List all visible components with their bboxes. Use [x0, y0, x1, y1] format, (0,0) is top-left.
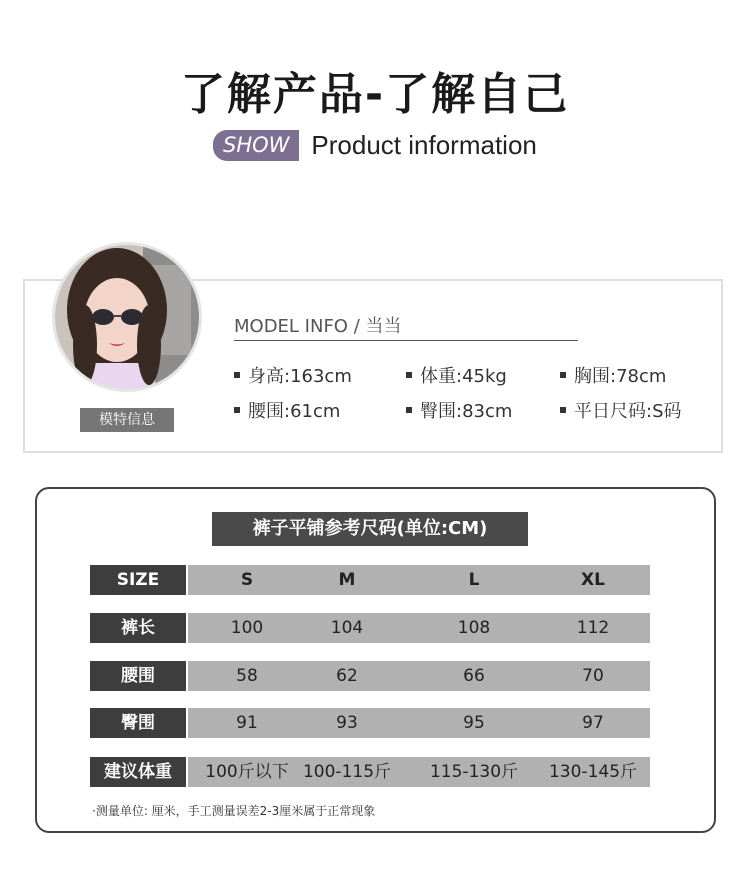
- header-label: SIZE: [90, 565, 186, 595]
- table-cell: 100: [230, 618, 264, 638]
- show-badge: SHOW: [213, 130, 299, 161]
- model-avatar: [52, 242, 202, 392]
- table-cell: 70: [582, 666, 604, 686]
- table-cell: 91: [236, 713, 258, 733]
- table-row: [90, 708, 650, 738]
- model-stat-height: 身高:163cm: [234, 362, 352, 388]
- header-size-xl: XL: [581, 570, 605, 590]
- table-cell: 100-115斤: [302, 762, 392, 782]
- model-stat-hip: 臀围:83cm: [406, 397, 512, 423]
- subtitle: Product information: [311, 130, 537, 160]
- table-cell: 112: [576, 618, 610, 638]
- model-stat-waist: 腰围:61cm: [234, 397, 340, 423]
- table-cell: 115-130斤: [429, 762, 519, 782]
- bullet-icon: [406, 372, 412, 378]
- header-size-s: S: [240, 570, 254, 590]
- bullet-icon: [560, 372, 566, 378]
- table-cell: 104: [330, 618, 364, 638]
- table-cell: 130-145斤: [548, 762, 638, 782]
- row-label: 建议体重: [90, 757, 186, 787]
- bullet-icon: [234, 372, 240, 378]
- page-title: 了解产品-了解自己: [180, 69, 570, 120]
- header-size-l: L: [468, 570, 480, 590]
- model-stat-usual-size: 平日尺码:S码: [560, 397, 682, 423]
- table-row: [90, 661, 650, 691]
- bullet-icon: [560, 407, 566, 413]
- model-divider: [234, 340, 578, 341]
- table-cell: 66: [463, 666, 485, 686]
- measurement-note: ·测量单位: 厘米，手工测量误差2-3厘米属于正常现象: [92, 804, 376, 818]
- model-stat-weight: 体重:45kg: [406, 362, 507, 388]
- header-size-m: M: [338, 570, 356, 590]
- model-heading: MODEL INFO / 当当: [234, 316, 402, 337]
- table-row: [90, 613, 650, 643]
- table-cell: 95: [463, 713, 485, 733]
- model-tag: 模特信息: [80, 408, 174, 432]
- table-cell: 97: [582, 713, 604, 733]
- table-cell: 62: [336, 666, 358, 686]
- table-cell: 100斤以下: [205, 762, 289, 782]
- table-row: [90, 757, 650, 787]
- table-cell: 93: [336, 713, 358, 733]
- bullet-icon: [234, 407, 240, 413]
- bullet-icon: [406, 407, 412, 413]
- size-table-header: [90, 565, 650, 595]
- table-cell: 58: [236, 666, 258, 686]
- model-stat-bust: 胸围:78cm: [560, 362, 666, 388]
- size-table-title: 裤子平铺参考尺码(单位:CM): [212, 512, 528, 546]
- subtitle-row: [213, 130, 537, 161]
- table-cell: 108: [457, 618, 491, 638]
- row-label: 裤长: [90, 613, 186, 643]
- row-label: 臀围: [90, 708, 186, 738]
- row-label: 腰围: [90, 661, 186, 691]
